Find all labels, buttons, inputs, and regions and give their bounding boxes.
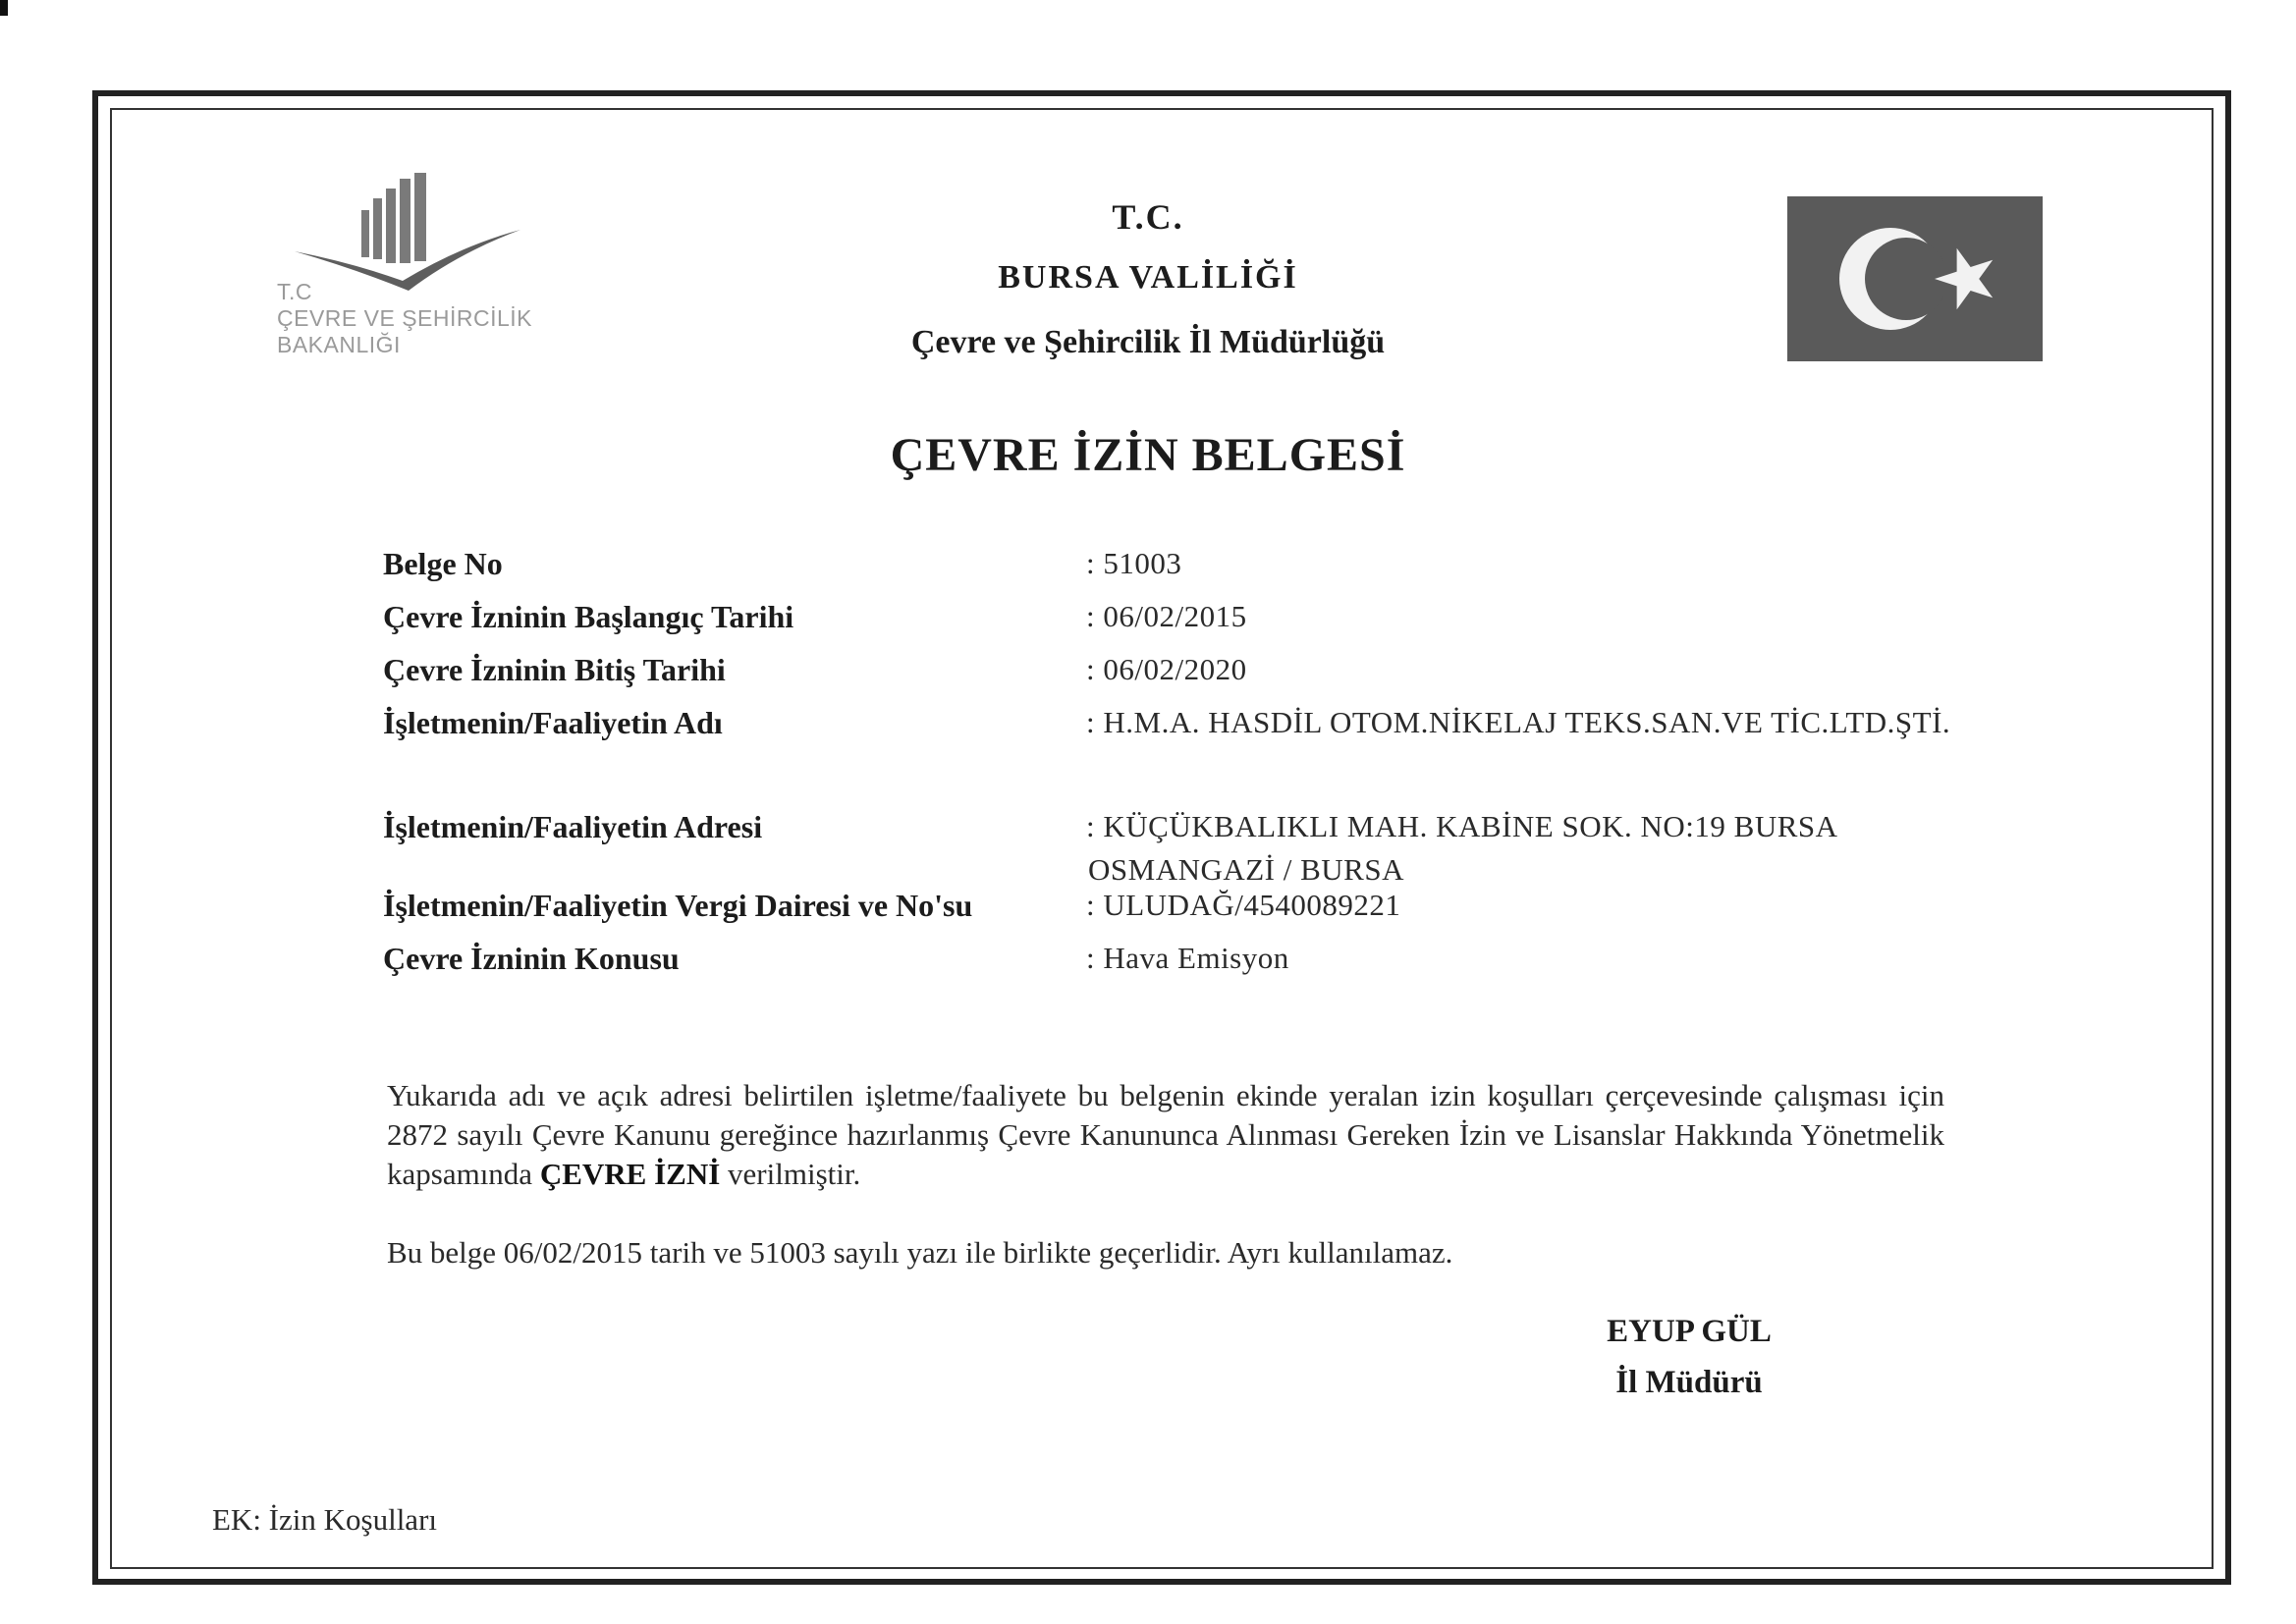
document-title: ÇEVRE İZİN BELGESİ: [890, 429, 1406, 481]
field-value-end-date: : 06/02/2020: [1086, 652, 1247, 686]
signatory-title: İl Müdürü: [1615, 1365, 1763, 1400]
field-label-business-name: İşletmenin/Faaliyetin Adı: [383, 705, 723, 740]
field-label-tax-office: İşletmenin/Faaliyetin Vergi Dairesi ve No'su: [383, 888, 973, 923]
logo-line-3: BAKANLIĞI: [277, 332, 401, 357]
field-value-permit-subject: : Hava Emisyon: [1086, 941, 1289, 975]
header-tc: T.C.: [1112, 197, 1184, 237]
field-label-end-date: Çevre İzninin Bitiş Tarihi: [383, 652, 726, 687]
field-value-address: : KÜÇÜKBALIKLI MAH. KABİNE SOK. NO:19 BURSA: [1086, 809, 1838, 843]
logo-line-1: T.C: [277, 279, 312, 304]
field-value-belge-no: : 51003: [1086, 546, 1182, 580]
permit-statement-bold: ÇEVRE İZNİ: [539, 1157, 721, 1191]
header-governorship: BURSA VALİLİĞİ: [998, 259, 1298, 296]
attachment-note: EK: İzin Koşulları: [212, 1502, 438, 1537]
permit-statement: [387, 1076, 1944, 1194]
scan-corner-mark: [0, 0, 8, 16]
header-directorate: Çevre ve Şehircilik İl Müdürlüğü: [910, 324, 1386, 360]
field-label-permit-subject: Çevre İzninin Konusu: [383, 941, 680, 976]
permit-statement-end: verilmiştir.: [728, 1157, 861, 1191]
logo-line-2: ÇEVRE VE ŞEHİRCİLİK: [277, 305, 533, 331]
field-value-start-date: : 06/02/2015: [1086, 599, 1247, 633]
signatory-name: EYUP GÜL: [1607, 1314, 1772, 1349]
permit-statement-text: Yukarıda adı ve açık adresi belirtilen işletme/faaliyete bu belgenin ekinde yeralan izin koşulları çerçevesinde çalışması için 2872 sayılı Çevre Kanunu gereğince hazırlanmış Çevre Kanununca Alınması Gereken İzin ve Lisanslar Hakkında Yönetmelik kapsamında: [387, 1078, 1944, 1191]
field-value-business-name: : H.M.A. HASDİL OTOM.NİKELAJ TEKS.SAN.VE TİC.LTD.ŞTİ.: [1086, 705, 1951, 739]
field-label-belge-no: Belge No: [383, 546, 503, 581]
field-label-start-date: Çevre İzninin Başlangıç Tarihi: [383, 599, 794, 634]
field-value-address-line2: OSMANGAZİ / BURSA: [1088, 852, 1404, 887]
field-label-address: İşletmenin/Faaliyetin Adresi: [383, 809, 763, 844]
field-value-tax-office: : ULUDAĞ/4540089221: [1086, 888, 1401, 922]
validity-statement: Bu belge 06/02/2015 tarih ve 51003 sayılı yazı ile birlikte geçerlidir. Ayrı kullanılamaz.: [387, 1235, 1453, 1270]
